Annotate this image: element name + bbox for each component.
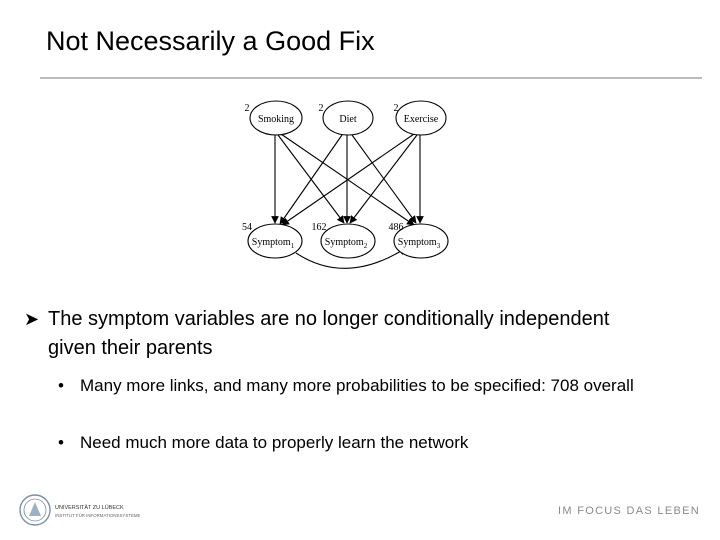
sub-bullet-text: Need much more data to properly learn the network bbox=[80, 433, 469, 452]
node-exercise-count: 2 bbox=[393, 103, 399, 114]
node-symptom2-label: Symptom bbox=[324, 237, 364, 248]
node-symptom3-count: 486 bbox=[388, 222, 404, 233]
sub-bullet bbox=[58, 376, 698, 396]
node-symptom2 bbox=[312, 222, 376, 258]
main-bullet bbox=[24, 305, 644, 363]
node-diet-count: 2 bbox=[318, 103, 324, 114]
slide-title: Not Necessarily a Good Fix bbox=[46, 26, 375, 56]
node-exercise bbox=[394, 101, 447, 135]
node-symptom1 bbox=[242, 222, 302, 258]
node-symptom1-sub: 1 bbox=[290, 242, 295, 250]
bayesian-network-diagram bbox=[238, 96, 450, 282]
edge-diet-symptom1 bbox=[280, 135, 342, 224]
dot-bullet-icon: • bbox=[58, 433, 64, 452]
arrow-bullet-icon: ➤ bbox=[24, 309, 40, 329]
title-divider bbox=[40, 77, 702, 79]
footer-tagline: IM FOCUS DAS LEBEN bbox=[558, 505, 700, 517]
logo-institute-name: INSTITUT FÜR INFORMATIONSSYSTEME bbox=[55, 513, 141, 518]
university-logo bbox=[18, 492, 178, 528]
node-symptom2-count: 162 bbox=[311, 222, 327, 233]
sub-bullet bbox=[58, 433, 698, 453]
node-diet bbox=[319, 101, 374, 135]
dot-bullet-icon: • bbox=[58, 376, 64, 395]
logo-university-name: UNIVERSITÄT ZU LÜBECK bbox=[55, 505, 124, 511]
node-symptom1-count: 54 bbox=[242, 222, 252, 233]
node-diet-label: Diet bbox=[339, 114, 357, 125]
node-symptom1-label: Symptom bbox=[251, 237, 291, 248]
university-seal-icon bbox=[20, 495, 50, 525]
node-exercise-label: Exercise bbox=[403, 114, 439, 125]
main-bullet-text: The symptom variables are no longer conditionally independent given their parents bbox=[48, 308, 610, 359]
node-symptom3-sub: 3 bbox=[436, 242, 441, 250]
node-smoking-count: 2 bbox=[244, 103, 250, 114]
node-symptom2-sub: 2 bbox=[363, 242, 368, 250]
node-symptom3-label: Symptom bbox=[397, 237, 437, 248]
node-smoking-label: Smoking bbox=[257, 114, 295, 125]
sub-bullet-text: Many more links, and many more probabilities to be specified: 708 overall bbox=[80, 376, 634, 395]
node-smoking bbox=[245, 101, 303, 135]
